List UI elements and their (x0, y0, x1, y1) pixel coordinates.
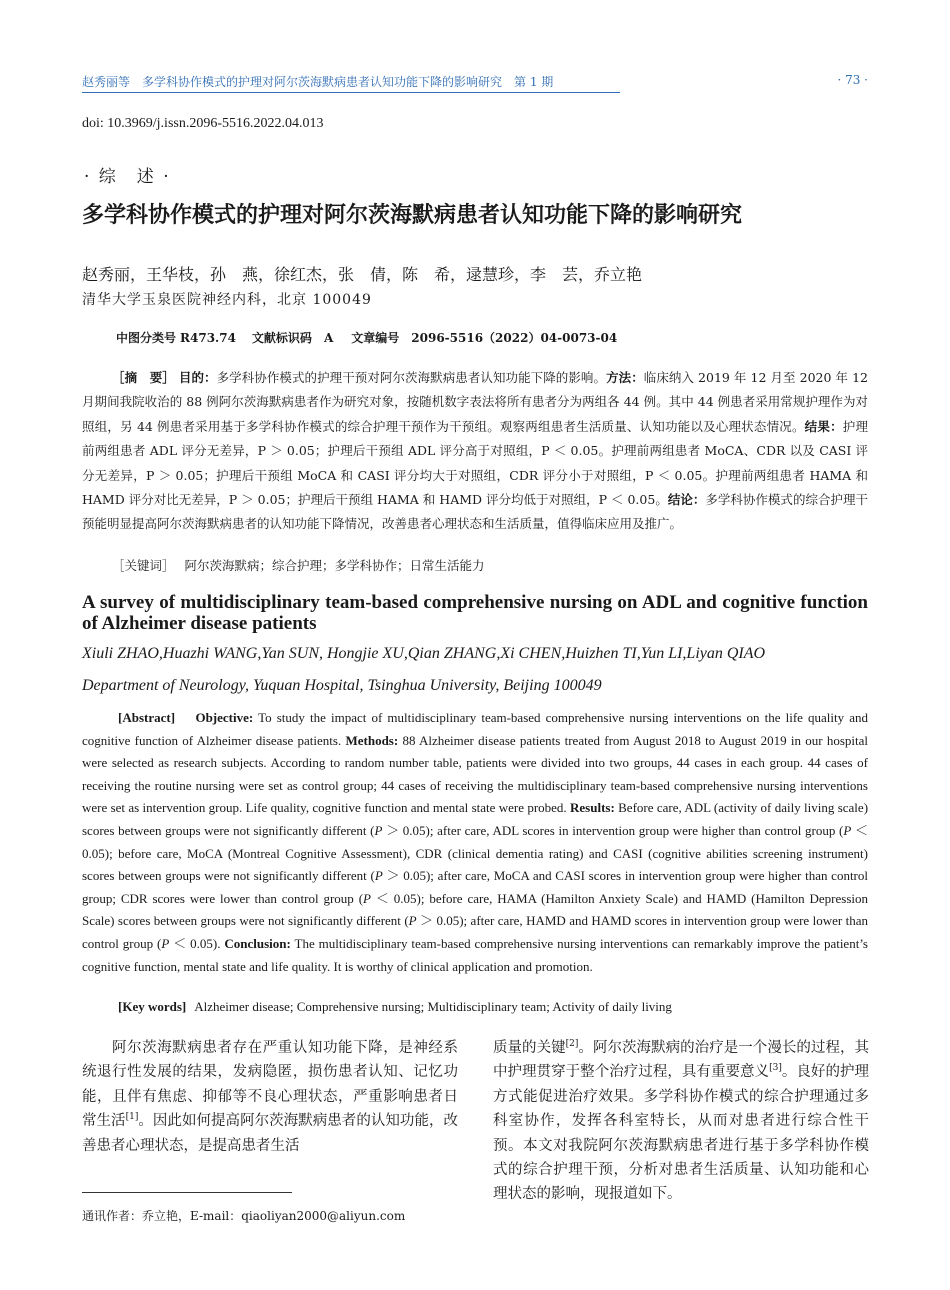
body-column-left (82, 1036, 458, 1158)
p-gt: ＞ 0.05 (416, 913, 460, 929)
keywords-en (118, 999, 672, 1015)
footnote-rule (82, 1192, 292, 1193)
p-gt: ＞ 0.05 (382, 868, 426, 884)
results-en-4: ); after care, MoCA and CASI scores in intervention group were higher than control group; CDR scores were lower than control group ( (82, 868, 868, 906)
keywords-en-text: Alzheimer disease; Comprehensive nursing; Multidisciplinary team; Activity of daily living (194, 999, 672, 1014)
affiliation-cn: 清华大学玉泉医院神经内科，北京 100049 (82, 292, 372, 308)
body-right-text-2: 。阿尔茨海默病的治疗是一个漫长的过程，其中护理贯穿于整个治疗过程，具有重要意义 (493, 1040, 870, 1081)
body-left-text-1: 阿尔茨海默病患者存在严重认知功能下降，是神经系统退行性发展的结果，发病隐匿，损伤患者认知、记忆功能，且伴有焦虑、抑郁等不良心理状态，严重影响患者日常生活 (82, 1040, 458, 1130)
running-head-text: 赵秀丽等 多学科协作模式的护理对阿尔茨海默病患者认知功能下降的影响研究 第 1 期 (82, 75, 554, 89)
p-lt: ＜ 0.05 (82, 822, 868, 861)
keywords-cn-text: 阿尔茨海默病；综合护理；多学科协作；日常生活能力 (184, 558, 485, 573)
results-en-2: ); after care, ADL scores in intervention group were higher than control group ( (425, 822, 844, 838)
p-symbol: P (408, 913, 417, 929)
body-left-text-2: 。因此如何提高阿尔茨海默病患者的认知功能，改善患者心理状态，是提高患者生活 (82, 1113, 459, 1154)
p-symbol: P (374, 822, 383, 838)
conclusion-label-en: Conclusion: (224, 935, 291, 951)
results-en-7: ). (212, 935, 225, 951)
results-en-6: ); after care, HAMD and HAMD scores in intervention group were lower than control group ( (82, 913, 868, 951)
objective-en: To study the impact of multidisciplinary team-based comprehensive nursing interventions on the life quality and cognitive function of Alzheimer disease patients. (82, 710, 869, 748)
classification-line (116, 329, 621, 346)
doc-code-label: 文献标识码 (251, 331, 312, 345)
conclusion-cn: 多学科协作模式的综合护理干预能明显提高阿尔茨海默病患者的认知功能下降情况，改善患者心理状态和生活质量，值得临床应用及推广。 (82, 492, 868, 532)
body-right-text-1: 质量的关键 (493, 1040, 566, 1056)
clc-value: R473.74 (180, 331, 236, 345)
authors-cn: 赵秀丽，王华枝，孙 燕，徐红杰，张 倩，陈 希，逯慧珍，李 芸，乔立艳 (82, 265, 643, 284)
objective-cn: 多学科协作模式的护理干预对阿尔茨海默病患者认知功能下降的影响。 (216, 370, 607, 385)
keywords-cn (112, 556, 485, 574)
running-header (82, 73, 868, 95)
methods-cn: 临床纳入 2019 年 12 月至 2020 年 12 月期间我院收治的 88 例阿尔茨海默病患者作为研究对象，按随机数字表法将所有患者分为两组各 44 例。其中 44 例患者采用常规护理作为对照组，另 44 例患者采用基于多学科协作模式的综合护理干预作为干预组。观察两组患者生活质量、认知功能以及心理状态情况。 (82, 370, 868, 434)
abstract-en (82, 707, 868, 978)
doc-code-value: A (323, 331, 334, 345)
p-symbol: P (161, 935, 170, 951)
header-rule (82, 92, 620, 93)
conclusion-en: The multidisciplinary team-based comprehensive nursing interventions can remarkably improve the patient’s cognitive function, mental state and life quality. It is worthy of clinical application and promotion. (82, 935, 868, 974)
body-column-right (493, 1036, 869, 1207)
section-label: · 综 述 · (84, 167, 171, 187)
p-symbol: P (374, 868, 383, 884)
citation-2[interactable]: [2] (565, 1039, 579, 1050)
abstract-cn (82, 366, 868, 537)
results-label-cn: 结果： (804, 418, 843, 434)
citation-1[interactable]: [1] (125, 1112, 139, 1123)
keywords-en-label: [Key words] (118, 999, 187, 1014)
doi: doi: 10.3969/j.issn.2096-5516.2022.04.013 (82, 116, 324, 131)
results-en-3: ); before care, MoCA (Montreal Cognitive Assessment), CDR (clinical dementia rating) and CASI (cognitive abilities screening instrument) scores between groups were not significantly different ( (82, 845, 868, 884)
conclusion-label-cn: 结论： (667, 492, 706, 508)
keywords-cn-label: ［关键词］ (112, 558, 175, 573)
methods-label-cn: 方法： (606, 370, 644, 385)
p-symbol: P (843, 822, 852, 838)
article-no-label: 文章编号 (351, 331, 400, 345)
title-cn: 多学科协作模式的护理对阿尔茨海默病患者认知功能下降的影响研究 (82, 203, 743, 228)
abstract-cn-label: ［摘 要］ (112, 370, 175, 385)
affiliation-en: Department of Neurology, Yuquan Hospital, Tsinghua University, Beijing 100049 (82, 677, 602, 694)
objective-label-cn: 目的： (178, 370, 217, 385)
citation-3[interactable]: [3] (769, 1063, 782, 1074)
results-en-1: Before care, ADL (activity of daily living scale) scores between groups were not significantly different ( (82, 800, 869, 838)
authors-en: Xiuli ZHAO,Huazhi WANG,Yan SUN, Hongjie XU,Qian ZHANG,Xi CHEN,Huizhen TI,Yun LI,Liyan QIAO (82, 645, 766, 662)
p-symbol: P (363, 890, 371, 906)
abstract-en-label: [Abstract] (118, 710, 176, 725)
p-gt: ＞ 0.05 (382, 822, 426, 838)
results-en-5: ); before care, HAMA (Hamilton Anxiety Scale) and HAMD (Hamilton Depression Scale) scores between groups were not significantly different ( (82, 890, 868, 929)
p-lt: ＜ 0.05 (370, 890, 417, 906)
results-label-en: Results: (570, 800, 615, 816)
methods-label-en: Methods: (345, 732, 399, 748)
body-right-text-3: 。良好的护理方式能促进治疗效果。多学科协作模式的综合护理通过多科室协作，发挥各科室特长，从而对患者进行综合性干预。本文对我院阿尔茨海默病患者进行基于多学科协作模式的综合护理干预，分析对患者生活质量、认知功能和心理状态的影响，现报道如下。 (493, 1064, 870, 1203)
article-no-value: 2096-5516（2022）04-0073-04 (411, 331, 618, 345)
page-number: · 73 · (837, 73, 868, 87)
objective-label-en: Objective: (195, 710, 254, 725)
clc-label: 中图分类号 (116, 331, 177, 345)
title-en: A survey of multidisciplinary team-based comprehensive nursing on ADL and cognitive function of Alzheimer disease patients (82, 592, 868, 634)
results-cn: 护理前两组患者 ADL 评分无差异，P ＞ 0.05；护理后干预组 ADL 评分高于对照组，P ＜ 0.05。护理前两组患者 MoCA、CDR 以及 CASI 评分无差异，P ＞ 0.05；护理后干预组 MoCA 和 CASI 评分均大于对照组，CDR 评分小于对照组，P ＜ 0.05。护理前两组患者 HAMA 和 HAMD 评分对比无差异，P ＞ 0.05；护理后干预组 HAMA 和 HAMD 评分均低于对照组，P ＜ 0.05。 (82, 418, 868, 508)
methods-en: 88 Alzheimer disease patients treated from August 2018 to August 2019 in our hospital were selected as research subjects. According to random number table, patients were divided into two groups, 44 cases in each group. 44 cases of receiving the routine nursing were set as control group; 44 cases of receiving the multidisciplinary team-based comprehensive nursing interventions were set as intervention group. Life quality, cognitive function and mental state were probed. (82, 732, 868, 816)
footnote-corresponding-author: 通讯作者：乔立艳，E-mail：qiaoliyan2000@aliyun.com (82, 1209, 406, 1223)
p-lt: ＜ 0.05 (169, 935, 213, 951)
